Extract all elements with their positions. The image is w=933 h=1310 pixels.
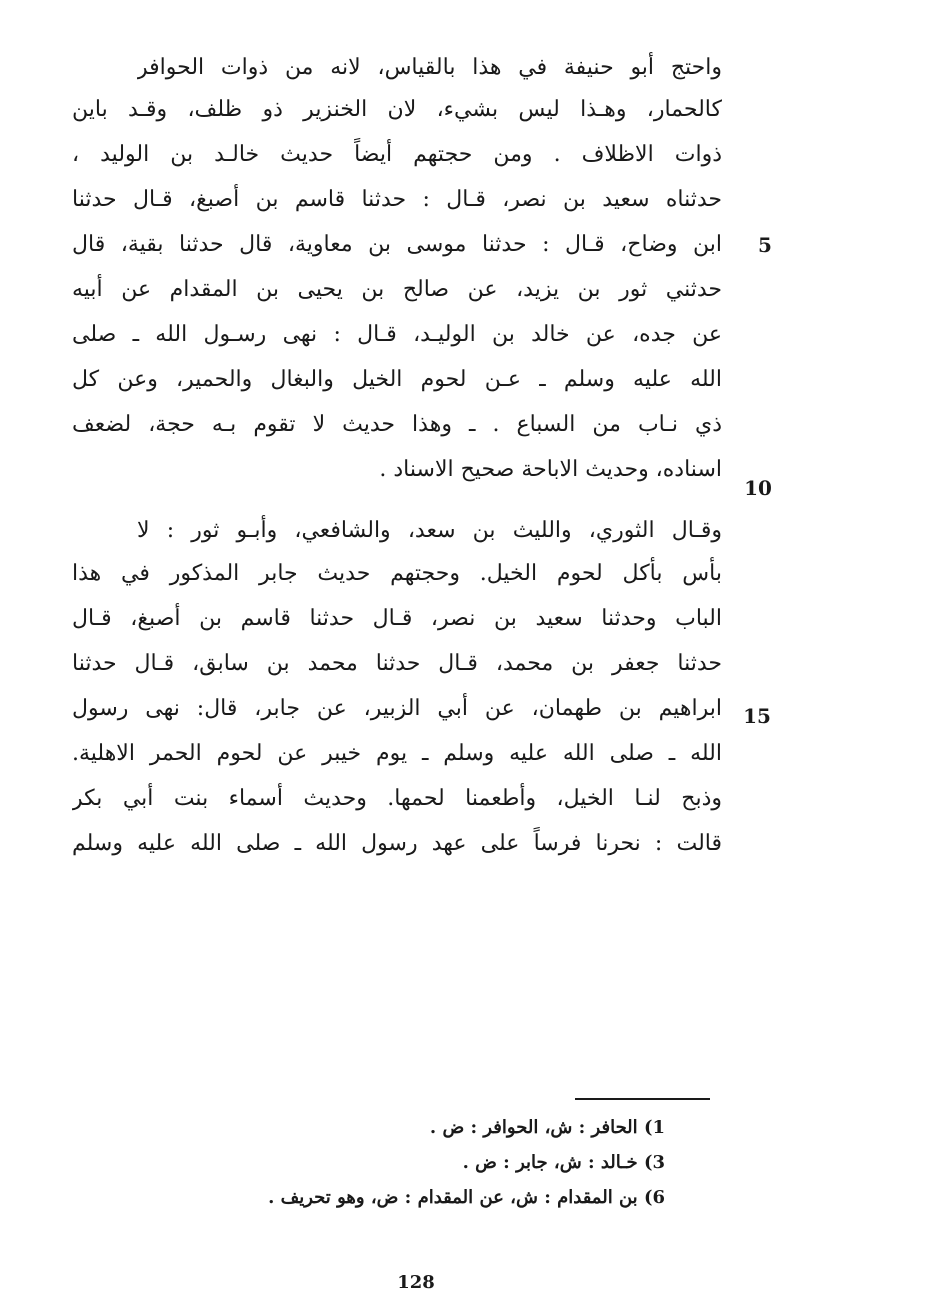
text-line: حدثناه سعيد بن نصر، قـال : حدثنا قاسم بن أصبغ، قـال حدثنا (72, 187, 722, 212)
text-line: ابن وضاح، قـال : حدثنا موسى بن معاوية، قال حدثنا بقية، قال (72, 232, 722, 257)
text-line: وذبح لنـا الخيل، وأطعمنا لحمها. وحديث أسماء بنت أبي بكر (72, 786, 722, 811)
text-line: حدثني ثور بن يزيد، عن صالح بن يحيى بن المقدام عن أبيه (72, 277, 722, 302)
text-line: وقـال الثوري، والليث بن سعد، والشافعي، وأبـو ثور : لا (137, 518, 722, 543)
text-line: عن جده، عن خالد بن الوليـد، قـال : نهى رسـول الله ـ صلى (72, 322, 722, 347)
text-line: ذي نـاب من السباع . ـ وهذا حديث لا تقوم بـه حجة، لضعف (72, 412, 722, 437)
page-number: 128 (397, 1272, 435, 1293)
line-number: 10 (744, 476, 772, 500)
text-line: كالحمار، وهـذا ليس بشيء، لان الخنزير ذو ظلف، وقـد باين (72, 97, 722, 122)
footnote: 1) الحافر : ش، الحوافر : ض . (429, 1117, 665, 1138)
text-line: واحتج أبو حنيفة في هذا بالقياس، لانه من ذوات الحوافر (137, 55, 722, 80)
text-line: ابراهيم بن طهمان، عن أبي الزبير، عن جابر، قال: نهى رسول (72, 696, 722, 721)
text-line: قالت : نحرنا فرساً على عهد رسول الله ـ صلى الله عليه وسلم (72, 831, 722, 856)
text-line: الباب وحدثنا سعيد بن نصر، قـال حدثنا قاسم بن أصبغ، قـال (72, 606, 722, 631)
line-number: 5 (758, 233, 772, 257)
text-line: الله عليه وسلم ـ عـن لحوم الخيل والبغال والحمير، وعن كل (72, 367, 722, 392)
text-line: ذوات الاظلاف . ومن حجتهم أيضاً حديث خالـد بن الوليد ، (72, 142, 722, 167)
footnote: 6) بن المقدام : ش، عن المقدام : ض، وهو تحريف . (268, 1187, 665, 1208)
footnote: 3) خـالد : ش، جابر : ض . (462, 1152, 665, 1173)
text-line: حدثنا جعفر بن محمد، قـال حدثنا محمد بن سابق، قـال حدثنا (72, 651, 722, 676)
text-line: الله ـ صلى الله عليه وسلم ـ يوم خيبر عن لحوم الحمر الاهلية. (72, 741, 722, 766)
footnote-separator (575, 1098, 710, 1100)
text-line: اسناده، وحديث الاباحة صحيح الاسناد . (379, 457, 722, 482)
text-line: بأس بأكل لحوم الخيل. وحجتهم حديث جابر المذكور في هذا (72, 561, 722, 586)
line-number: 15 (743, 704, 771, 728)
